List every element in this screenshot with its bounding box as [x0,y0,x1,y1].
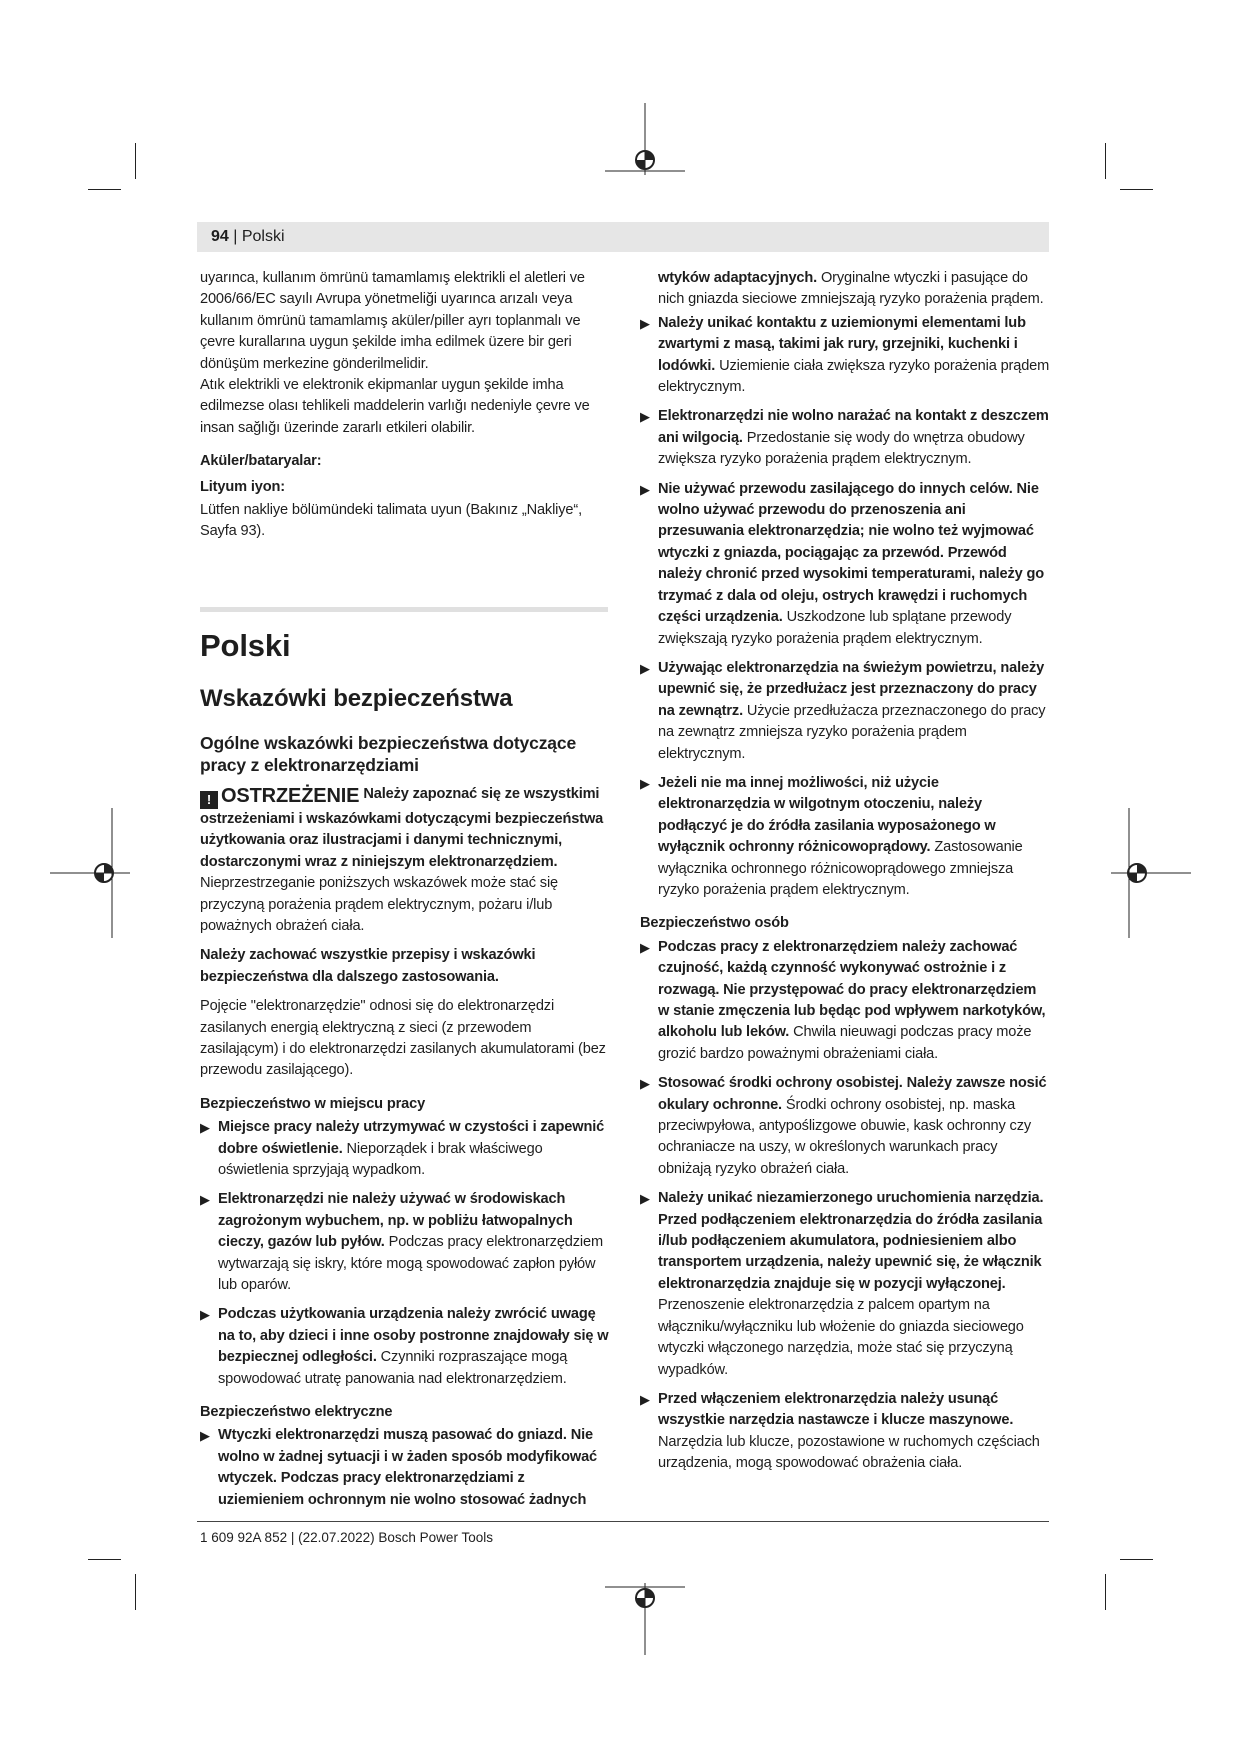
list-item [640,1188,1050,1381]
list-item [640,479,1050,650]
list-item-text: Zastosowanie wyłącznika ochronnego różnicowoprądowego zmniejsza ryzyko porażenia prądem elektrycznym. [658,839,1023,898]
list-item [200,1117,610,1181]
list-item-bold: Elektronarzędzi nie należy używać w środowiskach zagrożonym wybuchem, np. w pobliżu łatwopalnych cieczy, gazów lub pyłów. [218,1191,573,1251]
crop-mark [135,1574,136,1610]
list-item [640,773,1050,901]
bullet-arrow-icon: ▶ [640,660,650,676]
list-item [200,1304,610,1390]
registration-mark-icon [605,103,685,183]
subsection-title: Ogólne wskazówki bezpieczeństwa dotyczące pracy z elektronarzędziami [200,732,577,775]
list-item-bold: Należy unikać kontaktu z uziemionymi elementami lub zwartymi z masą, takimi jak rury, grzejniki, kuchenki i lodówki. [658,314,1026,374]
page-number: 94 [211,228,229,245]
list-item [640,658,1050,765]
list-item-bold: wtyków adaptacyjnych. [658,270,818,286]
list-item-text: Podczas pracy elektronarzędziem wytwarzają się iskry, które mogą spowodować zapłon pyłów lub oparów. [218,1234,603,1293]
bullet-arrow-icon: ▶ [200,1120,210,1136]
bullet-arrow-icon: ▶ [200,1307,210,1323]
bullet-arrow-icon: ▶ [640,1191,650,1207]
left-column [200,268,610,1511]
bullet-arrow-icon: ▶ [640,315,650,331]
bullet-arrow-icon: ▶ [640,481,650,497]
list-item-text: Nieporządek i brak właściwego oświetlenia sprzyjają wypadkom. [218,1140,543,1178]
list-item-text: Przedostanie się wody do wnętrza obudowy zwiększa ryzyko porażenia prądem elektrycznym. [658,429,1025,468]
crop-mark [1120,189,1153,190]
list-item-bold: Podczas użytkowania urządzenia należy zwrócić uwagę na to, aby dzieci i inne osoby postronne znajdowały się w bezpiecznej odległości. [218,1306,609,1366]
heading-lithium: Lityum iyon: [200,478,285,495]
section-divider [200,607,608,612]
list-item-bold: Nie używać przewodu zasilającego do innych celów. Nie wolno używać przewodu do przenoszenia ani przesuwania elektronarzędzia; nie wolno też wyjmować wtyczki z gniazda, pociągając za przewód. Przewód należy chronić przed wysokimi temperaturami, należy go trzymać z dala od oleju, ostrych krawędzi i ruchomych części urządzenia. [658,480,1045,626]
page-footer: 1 609 92A 852 | (22.07.2022) Bosch Power Tools [200,1530,493,1545]
list-item-bold: Używając elektronarzędzia na świeżym powietrzu, należy upewnić się, że przedłużacz jest przeznaczony do pracy na zewnątrz. [658,659,1045,719]
list-item [640,937,1050,1065]
list-item [640,313,1050,399]
list-item-text: Przenoszenie elektronarzędzia z palcem opartym na włączniku/wyłączniku lub włożenie do gniazda sieciowego wtyczki włączonego narzędzia, może stać się przyczyną wypadków. [658,1297,1024,1378]
heading-batteries: Aküler/bataryalar: [200,453,322,470]
list-item-text: Oryginalne wtyczki i pasujące do nich gniazda sieciowe zmniejszają ryzyko porażenia prądem. [658,270,1044,308]
list-item-bold: Przed włączeniem elektronarzędzia należy usunąć wszystkie narzędzia nastawcze i klucze maszynowe. [658,1390,1014,1429]
crop-mark [88,1559,121,1560]
warning-bold-text: Należy zapoznać się ze wszystkimi ostrzeżeniami i wskazówkami dotyczącymi bezpieczeństwa użytkowania oraz ilustracjami i danymi technicznymi, dostarczonymi wraz z niniejszym elektronarzędziem. [200,785,604,870]
warning-label [200,784,359,809]
page-header: 94 | Polski [197,222,1049,252]
list-item [640,1073,1050,1180]
registration-mark-icon [1111,808,1191,938]
list-item-text: Uziemienie ciała zwiększa ryzyko porażenia prądem elektrycznym. [658,357,1050,396]
bullet-arrow-icon: ▶ [640,1076,650,1092]
list-item-bold: Wtyczki elektronarzędzi muszą pasować do gniazd. Nie wolno w żadnej sytuacji i w żaden sposób modyfikować wtyczek. Podczas pracy elektronarzędziami z uziemieniem ochronnym nie wolno stosować żadnych [218,1427,598,1508]
keep-instructions: Należy zachować wszystkie przepisy i wskazówki bezpieczeństwa dla dalszego zastosowania. [200,947,536,985]
warning-label-text: OSTRZEŻENIE [221,784,360,807]
crop-mark [1105,143,1106,179]
list-item-bold: Elektronarzędzi nie wolno narażać na kontakt z deszczem ani wilgocią. [658,408,1049,446]
list-item-text: Użycie przedłużacza przeznaczonego do pracy na zewnątrz zmniejsza ryzyko porażenia prądem elektrycznym. [658,702,1046,762]
section-title: Wskazówki bezpieczeństwa [200,684,513,712]
language-title: Polski [200,627,291,663]
warning-text: Nieprzestrzeganie poniższych wskazówek może stać się przyczyną porażenia prądem elektrycznym, pożaru i/lub poważnych obrażeń ciała. [200,875,559,934]
list-item-text: Narzędzia lub klucze, pozostawione w ruchomych częściach urządzenia, mogą spowodować obrażenia ciała. [658,1433,1040,1472]
paragraph: Atık elektrikli ve elektronik ekipmanlar uygun şekilde imha edilmezse olası tehlikeli maddelerin varlığı nedeniyle çevre ve insan sağlığı üzerinde zararlı etkileri olabilir. [200,377,590,436]
bullet-arrow-icon: ▶ [200,1192,210,1208]
list-item-bold: Należy unikać niezamierzonego uruchomienia narzędzia. Przed podłączeniem elektronarzędzia do źródła zasilania i/lub podłączeniem akumulatora, podniesieniem albo transportem urządzenia, należy upewnić się, że włącznik elektronarzędzia znajduje się w pozycji wyłączonej. [658,1190,1044,1292]
term-definition: Pojęcie "elektronarzędzie" odnosi się do elektronarzędzi zasilanych energią elektryczną z sieci (z przewodem zasilającym) i do elektronarzędzi zasilanych akumulatorami (bez przewodu zasilającego). [200,998,606,1079]
list-item [200,1425,610,1511]
crop-mark [88,189,121,190]
list-item-text: Chwila nieuwagi podczas pracy może grozić bardzo poważnymi obrażeniami ciała. [658,1024,1032,1062]
paragraph: uyarınca, kullanım ömrünü tamamlamış elektrikli el aletleri ve 2006/66/EC sayılı Avrupa yönetmeliği uyarınca arızalı veya kullanım ömrünü tamamlamış aküler/piller ayrı toplanmalı ve çevre kurallarına uygun şekilde imha edilmek üzere bir geri dönüşüm merkezine gönderilmelidir. [200,270,585,372]
warning-block [200,784,610,937]
list-item [640,1389,1050,1475]
heading-electrical: Bezpieczeństwo elektryczne [200,1404,393,1421]
header-section: Polski [241,228,285,245]
footer-divider [197,1521,1049,1522]
heading-personal-safety: Bezpieczeństwo osób [640,915,789,932]
registration-mark-icon [605,1575,685,1655]
bullet-arrow-icon: ▶ [640,939,650,955]
registration-mark-icon [50,808,130,938]
list-item-continued [640,268,1050,311]
list-item-text: Czynniki rozpraszające mogą spowodować utratę panowania nad elektronarzędziem. [218,1349,568,1387]
personal-safety-list [640,937,1050,1475]
bullet-arrow-icon: ▶ [200,1428,210,1444]
electrical-list-continued [640,313,1050,902]
list-item-bold: Miejsce pracy należy utrzymywać w czystości i zapewnić dobre oświetlenie. [218,1119,605,1157]
list-item-text: Środki ochrony osobistej, np. maska przeciwpyłowa, antypoślizgowe obuwie, kask ochronny czy ochraniacze na uszy, w określonych warunkach pracy obniżają ryzyko obrażeń ciała. [658,1096,1031,1177]
crop-mark [1105,1574,1106,1610]
list-item-bold: Podczas pracy z elektronarzędziem należy zachować czujność, każdą czynność wykonywać ostrożnie i z rozwagą. Nie przystępować do pracy elektronarzędziem w stanie zmęczenia lub będąc pod wpływem narkotyków, alkoholu lub leków. [658,938,1046,1041]
bullet-arrow-icon: ▶ [640,409,650,425]
crop-mark [1120,1559,1153,1560]
list-item-bold: Stosować środki ochrony osobistej. Należy zawsze nosić okulary ochronne. [658,1075,1047,1113]
list-item-bold: Jeżeli nie ma innej możliwości, niż użycie elektronarzędzia w wilgotnym otoczeniu, należy podłączyć je do źródła zasilania wyposażonego w wyłącznik ochronny różnicowoprądowy. [658,774,996,856]
right-column [640,268,1050,1475]
paragraph: Lütfen nakliye bölümündeki talimata uyun (Bakınız „Nakliye“, Sayfa 93). [200,502,582,540]
crop-mark [135,143,136,179]
list-item [200,1189,610,1296]
heading-work-area: Bezpieczeństwo w miejscu pracy [200,1095,426,1112]
bullet-arrow-icon: ▶ [640,1391,650,1407]
bullet-arrow-icon: ▶ [640,775,650,791]
list-item [640,406,1050,470]
list-item-text: Uszkodzone lub splątane przewody zwiększają ryzyko porażenia prądem elektrycznym. [658,609,1012,647]
electrical-list [200,1425,610,1511]
warning-icon: ! [200,791,218,809]
work-area-list [200,1117,610,1390]
